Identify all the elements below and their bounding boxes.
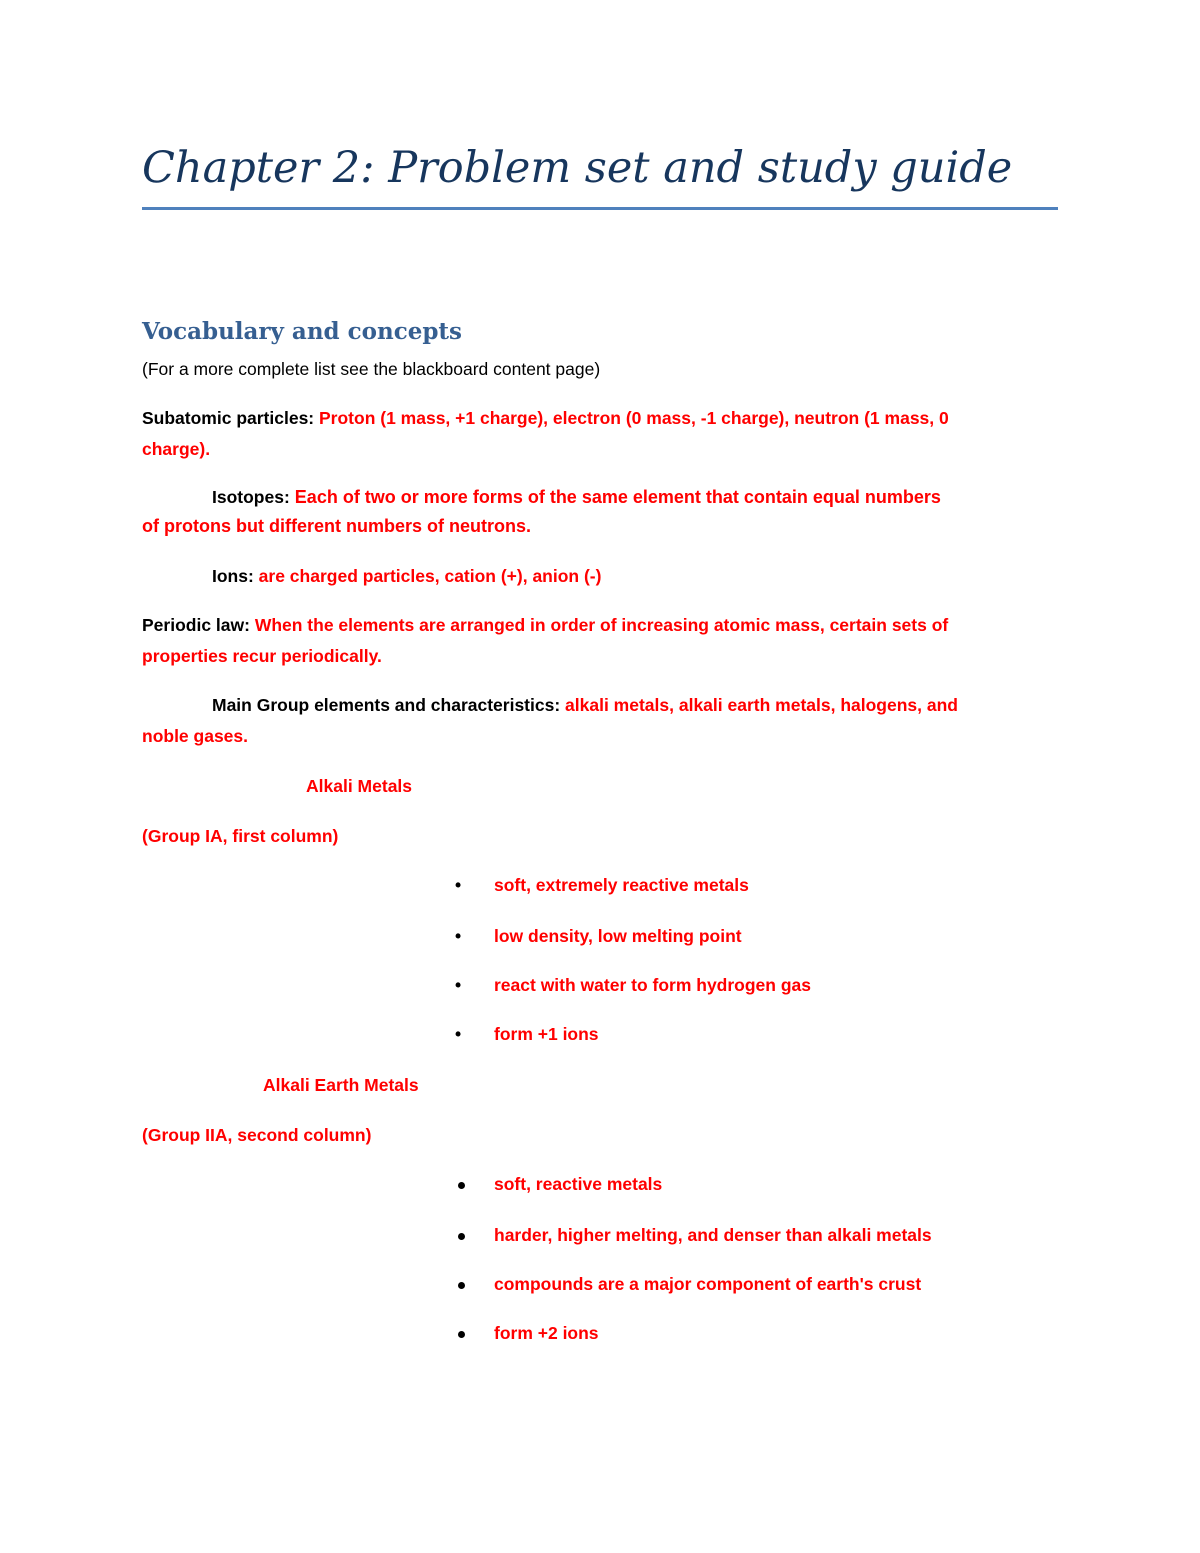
subatomic-text: Proton (1 mass, +1 charge), electron (0 mass, -1 charge), neutron (1 mass, 0 <box>314 408 949 428</box>
alkali-earth-group: (Group IIA, second column) <box>142 1125 372 1145</box>
isotopes-text: Each of two or more forms of the same element that contain equal numbers <box>289 487 941 507</box>
periodic-law-line2: properties recur periodically. <box>142 646 382 666</box>
title-underline <box>142 207 1058 210</box>
periodic-law-label: Periodic law: <box>142 615 250 635</box>
periodic-law-line1 <box>142 615 948 636</box>
subatomic-label: Subatomic particles: <box>142 408 315 428</box>
bullet-icon <box>458 1331 465 1338</box>
alkali-group: (Group IA, first column) <box>142 826 339 846</box>
ions-text: are charged particles, cation (+), anion (-) <box>253 566 602 586</box>
alkali-title: Alkali Metals <box>306 776 413 796</box>
isotopes-label: Isotopes: <box>212 487 290 507</box>
bullet-icon: • <box>455 1024 462 1044</box>
ions-label: Ions: <box>212 566 254 586</box>
main-group-line2: noble gases. <box>142 726 249 746</box>
section-note: (For a more complete list see the blackboard content page) <box>142 359 601 379</box>
bullet-icon: • <box>455 875 462 895</box>
bullet-icon: • <box>455 975 462 995</box>
ions-line <box>212 566 601 587</box>
page-title: Chapter 2: Problem set and study guide <box>142 143 1013 193</box>
bullet-icon <box>458 1233 465 1240</box>
isotopes-line2: of protons but different numbers of neutrons. <box>142 516 531 536</box>
isotopes-line1 <box>212 487 941 508</box>
bullet-icon <box>458 1182 465 1189</box>
main-group-line1 <box>212 695 958 716</box>
subatomic-line2: charge). <box>142 439 211 459</box>
bullet-icon: • <box>455 926 462 946</box>
alkali-earth-title: Alkali Earth Metals <box>263 1075 419 1095</box>
periodic-law-text: When the elements are arranged in order of increasing atomic mass, certain sets of <box>249 615 949 635</box>
section-heading: Vocabulary and concepts <box>142 318 462 345</box>
main-group-label: Main Group elements and characteristics: <box>212 695 561 715</box>
main-group-text: alkali metals, alkali earth metals, halogens, and <box>560 695 958 715</box>
subatomic-line1 <box>142 408 949 429</box>
bullet-icon <box>458 1282 465 1289</box>
